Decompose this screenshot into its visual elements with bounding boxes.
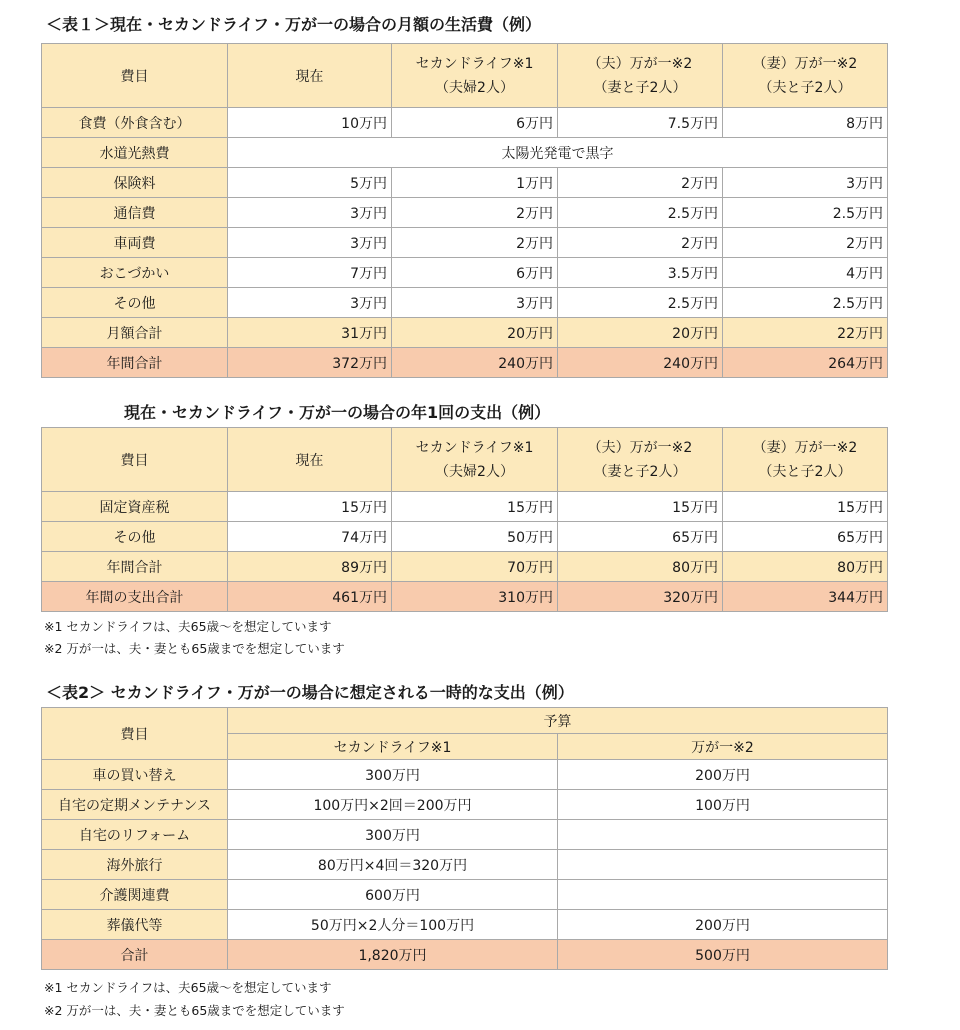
table-row — [42, 910, 888, 940]
table-header-row — [42, 708, 888, 734]
row-label: 固定資産税 — [42, 492, 228, 522]
cell-current: 31万円 — [228, 318, 392, 348]
header-wife-emergency — [723, 428, 888, 492]
table-row — [42, 138, 888, 168]
row-label: 年間の支出合計 — [42, 582, 228, 612]
header-current: 現在 — [228, 428, 392, 492]
header-husband-line2: （妻と子2人） — [593, 79, 687, 96]
table1-title: ＜表１＞現在・セカンドライフ・万が一の場合の月額の生活費（例） — [46, 15, 542, 34]
cell-wife: 3万円 — [723, 168, 888, 198]
header-wife-emergency — [723, 44, 888, 108]
cell-second: 240万円 — [392, 348, 558, 378]
cell-husband: 2.5万円 — [558, 288, 723, 318]
table-row — [42, 198, 888, 228]
cell-wife: 2万円 — [723, 228, 888, 258]
cell-current: 3万円 — [228, 288, 392, 318]
header-second-life — [392, 44, 558, 108]
row-label: その他 — [42, 288, 228, 318]
row-label: 月額合計 — [42, 318, 228, 348]
row-label: 海外旅行 — [42, 850, 228, 880]
annual-total-row — [42, 348, 888, 378]
cell-second: 600万円 — [228, 880, 558, 910]
cell-second: 6万円 — [392, 258, 558, 288]
cell-emergency — [558, 880, 888, 910]
table-row — [42, 492, 888, 522]
table-row — [42, 168, 888, 198]
table2-title: 現在・セカンドライフ・万が一の場合の年1回の支出（例） — [124, 403, 551, 422]
header-wife-line1: （妻）万が一※2 — [752, 439, 858, 456]
cell-current: 3万円 — [228, 228, 392, 258]
cell-husband: 2万円 — [558, 168, 723, 198]
cell-current: 5万円 — [228, 168, 392, 198]
cell-husband: 15万円 — [558, 492, 723, 522]
cell-second: 300万円 — [228, 760, 558, 790]
header-husband-emergency — [558, 44, 723, 108]
header-wife-line2: （夫と子2人） — [758, 79, 852, 96]
cell-wife: 65万円 — [723, 522, 888, 552]
row-label: 車の買い替え — [42, 760, 228, 790]
table-row — [42, 850, 888, 880]
cell-wife: 8万円 — [723, 108, 888, 138]
table-row — [42, 880, 888, 910]
row-label: 食費（外食含む） — [42, 108, 228, 138]
row-label: 水道光熱費 — [42, 138, 228, 168]
row-label: 保険料 — [42, 168, 228, 198]
cell-second: 2万円 — [392, 198, 558, 228]
cell-current: 461万円 — [228, 582, 392, 612]
table3-title: ＜表2＞ セカンドライフ・万が一の場合に想定される一時的な支出（例） — [46, 683, 574, 702]
header-item: 費目 — [42, 44, 228, 108]
header-item: 費目 — [42, 708, 228, 760]
cell-current: 3万円 — [228, 198, 392, 228]
cell-husband: 240万円 — [558, 348, 723, 378]
header-husband-line1: （夫）万が一※2 — [587, 55, 693, 72]
row-label: 自宅のリフォーム — [42, 820, 228, 850]
row-label: 自宅の定期メンテナンス — [42, 790, 228, 820]
row-label: その他 — [42, 522, 228, 552]
cell-second: 20万円 — [392, 318, 558, 348]
header-husband-emergency — [558, 428, 723, 492]
header-husband-line1: （夫）万が一※2 — [587, 439, 693, 456]
cell-emergency: 200万円 — [558, 910, 888, 940]
cell-current: 10万円 — [228, 108, 392, 138]
cell-wife: 264万円 — [723, 348, 888, 378]
cell-husband: 320万円 — [558, 582, 723, 612]
cell-emergency: 200万円 — [558, 760, 888, 790]
row-label: 葬儀代等 — [42, 910, 228, 940]
table-row — [42, 288, 888, 318]
header-item: 費目 — [42, 428, 228, 492]
cell-wife: 4万円 — [723, 258, 888, 288]
header-budget: 予算 — [228, 708, 888, 734]
cell-second: 6万円 — [392, 108, 558, 138]
table2-note-1: ※1 セカンドライフは、夫65歳～を想定しています — [44, 619, 332, 634]
cell-second: 300万円 — [228, 820, 558, 850]
cell-wife: 2.5万円 — [723, 198, 888, 228]
header-second-life: セカンドライフ※1 — [228, 734, 558, 760]
table-row — [42, 790, 888, 820]
row-label: 年間合計 — [42, 552, 228, 582]
monthly-total-row — [42, 318, 888, 348]
table3-note-2: ※2 万が一は、夫・妻とも65歳までを想定しています — [44, 1003, 345, 1018]
cell-second: 100万円×2回＝200万円 — [228, 790, 558, 820]
cell-husband: 20万円 — [558, 318, 723, 348]
cell-wife: 22万円 — [723, 318, 888, 348]
table-header-row — [42, 428, 888, 492]
cell-current: 89万円 — [228, 552, 392, 582]
annual-expense-table — [41, 427, 888, 612]
cell-current: 15万円 — [228, 492, 392, 522]
header-emergency: 万が一※2 — [558, 734, 888, 760]
cell-second: 50万円×2人分＝100万円 — [228, 910, 558, 940]
cell-current: 74万円 — [228, 522, 392, 552]
cell-emergency: 500万円 — [558, 940, 888, 970]
header-wife-line1: （妻）万が一※2 — [752, 55, 858, 72]
cell-second: 3万円 — [392, 288, 558, 318]
table-row — [42, 820, 888, 850]
cell-current: 7万円 — [228, 258, 392, 288]
cell-wife: 15万円 — [723, 492, 888, 522]
row-label: 合計 — [42, 940, 228, 970]
header-current: 現在 — [228, 44, 392, 108]
cell-husband: 2.5万円 — [558, 198, 723, 228]
row-label: 年間合計 — [42, 348, 228, 378]
table-row — [42, 108, 888, 138]
header-second-line2: （夫婦2人） — [435, 79, 514, 96]
row-label: おこづかい — [42, 258, 228, 288]
row-label: 通信費 — [42, 198, 228, 228]
header-second-line2: （夫婦2人） — [435, 463, 514, 480]
cell-second: 80万円×4回＝320万円 — [228, 850, 558, 880]
one-time-expense-table — [41, 707, 888, 970]
table-row — [42, 228, 888, 258]
row-label: 介護関連費 — [42, 880, 228, 910]
table-header-row — [42, 44, 888, 108]
cell-merged: 太陽光発電で黒字 — [228, 138, 888, 168]
annual-total-row — [42, 552, 888, 582]
header-second-line1: セカンドライフ※1 — [415, 439, 534, 456]
cell-second: 2万円 — [392, 228, 558, 258]
cell-wife: 2.5万円 — [723, 288, 888, 318]
cell-husband: 2万円 — [558, 228, 723, 258]
cell-husband: 65万円 — [558, 522, 723, 552]
cell-second: 310万円 — [392, 582, 558, 612]
cell-husband: 80万円 — [558, 552, 723, 582]
cell-wife: 80万円 — [723, 552, 888, 582]
header-husband-line2: （妻と子2人） — [593, 463, 687, 480]
cell-husband: 3.5万円 — [558, 258, 723, 288]
table-row — [42, 760, 888, 790]
header-second-life — [392, 428, 558, 492]
cell-wife: 344万円 — [723, 582, 888, 612]
row-label: 車両費 — [42, 228, 228, 258]
cell-second: 70万円 — [392, 552, 558, 582]
cell-second: 15万円 — [392, 492, 558, 522]
cell-second: 1,820万円 — [228, 940, 558, 970]
cell-emergency — [558, 850, 888, 880]
table-row — [42, 522, 888, 552]
total-row — [42, 940, 888, 970]
monthly-living-cost-table — [41, 43, 888, 378]
table2-note-2: ※2 万が一は、夫・妻とも65歳までを想定しています — [44, 641, 345, 656]
header-wife-line2: （夫と子2人） — [758, 463, 852, 480]
header-second-line1: セカンドライフ※1 — [415, 55, 534, 72]
cell-emergency — [558, 820, 888, 850]
cell-emergency: 100万円 — [558, 790, 888, 820]
cell-husband: 7.5万円 — [558, 108, 723, 138]
table3-note-1: ※1 セカンドライフは、夫65歳～を想定しています — [44, 980, 332, 995]
table-row — [42, 258, 888, 288]
annual-expense-total-row — [42, 582, 888, 612]
cell-second: 50万円 — [392, 522, 558, 552]
cell-second: 1万円 — [392, 168, 558, 198]
cell-current: 372万円 — [228, 348, 392, 378]
